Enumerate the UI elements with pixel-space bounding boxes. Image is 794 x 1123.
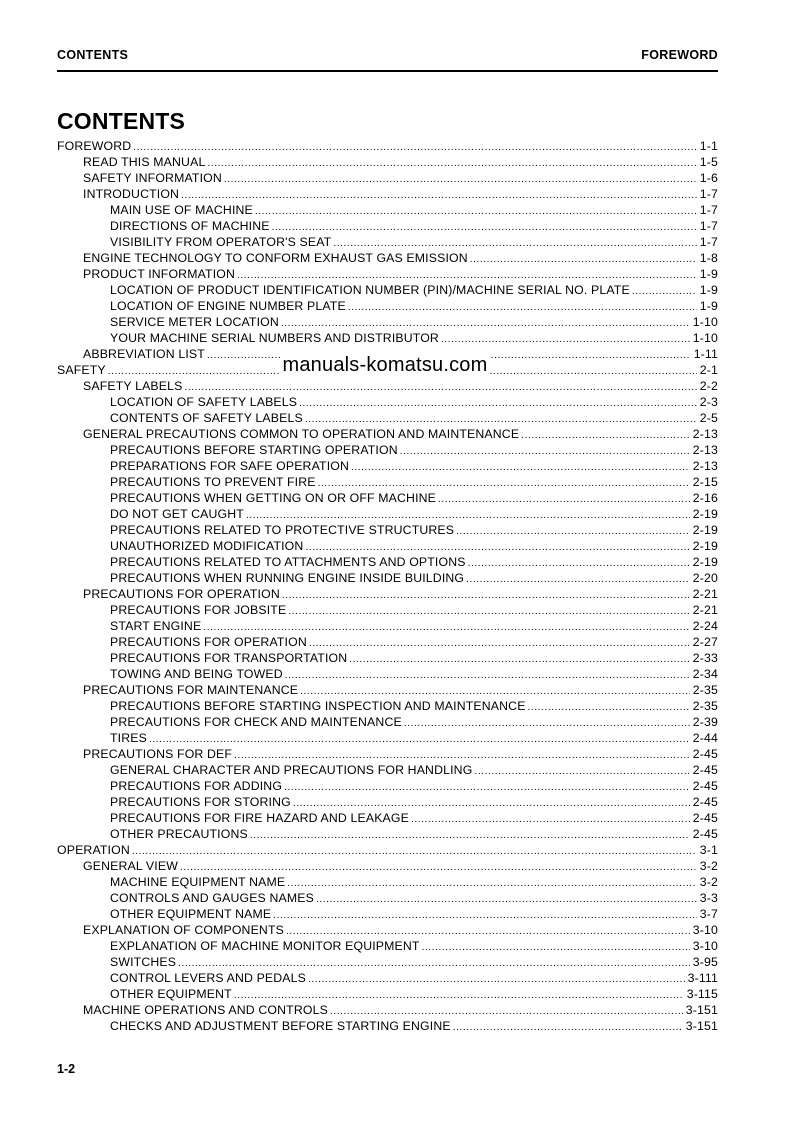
toc-entry-page: 1-10 bbox=[692, 331, 718, 345]
toc-entry[interactable] bbox=[57, 458, 718, 474]
dot-leader bbox=[309, 636, 690, 652]
dot-leader bbox=[351, 460, 690, 476]
toc-entry-title: PRECAUTIONS FOR JOBSITE bbox=[110, 603, 287, 617]
toc-entry-title: CHECKS AND ADJUSTMENT BEFORE STARTING ENGINE bbox=[110, 1019, 451, 1033]
toc-entry[interactable] bbox=[57, 986, 718, 1002]
toc-entry-page: 2-33 bbox=[692, 651, 718, 665]
toc-entry[interactable] bbox=[57, 346, 718, 362]
dot-leader bbox=[632, 284, 697, 300]
toc-entry[interactable] bbox=[57, 794, 718, 810]
toc-entry-title: TIRES bbox=[110, 731, 147, 745]
dot-leader bbox=[108, 364, 697, 380]
toc-entry-page: 2-24 bbox=[692, 619, 718, 633]
toc-entry-title: SAFETY INFORMATION bbox=[83, 171, 222, 185]
toc-entry[interactable] bbox=[57, 138, 718, 154]
toc-entry-title: PRECAUTIONS FOR ADDING bbox=[110, 779, 283, 793]
toc-entry[interactable] bbox=[57, 874, 718, 890]
toc-entry-page: 2-13 bbox=[692, 427, 718, 441]
toc-entry-title: PRECAUTIONS WHEN GETTING ON OR OFF MACHINE bbox=[110, 491, 437, 505]
dot-leader bbox=[224, 172, 697, 188]
toc-entry-title: OPERATION bbox=[57, 843, 130, 857]
toc-entry-title: PRECAUTIONS FOR TRANSPORTATION bbox=[110, 651, 348, 665]
toc-entry-title: PRECAUTIONS RELATED TO ATTACHMENTS AND OPTIONS bbox=[110, 555, 466, 569]
toc-entry[interactable] bbox=[57, 410, 718, 426]
toc-entry-title: LOCATION OF ENGINE NUMBER PLATE bbox=[110, 299, 346, 313]
toc-entry-title: PRECAUTIONS BEFORE STARTING OPERATION bbox=[110, 443, 398, 457]
dot-leader bbox=[441, 332, 690, 348]
toc-entry-title: PRECAUTIONS FOR DEF bbox=[83, 747, 233, 761]
toc-entry-page: 2-1 bbox=[699, 363, 718, 377]
toc-entry[interactable] bbox=[57, 1002, 718, 1018]
header-section-title: CONTENTS bbox=[57, 48, 129, 62]
toc-entry-page: 2-45 bbox=[692, 795, 718, 809]
toc-entry-title: GENERAL CHARACTER AND PRECAUTIONS FOR HANDLING bbox=[110, 763, 473, 777]
toc-entry-title: TOWING AND BEING TOWED bbox=[110, 667, 283, 681]
toc-entry-title: PRODUCT INFORMATION bbox=[83, 267, 236, 281]
dot-leader bbox=[422, 940, 690, 956]
toc-entry[interactable] bbox=[57, 602, 718, 618]
dot-leader bbox=[468, 556, 690, 572]
toc-entry-title: LOCATION OF PRODUCT IDENTIFICATION NUMBER (PIN)/MACHINE SERIAL NO. PLATE bbox=[110, 283, 630, 297]
dot-leader bbox=[316, 892, 697, 908]
toc-entry-page: 2-13 bbox=[692, 443, 718, 457]
toc-entry-page: 3-2 bbox=[699, 859, 718, 873]
dot-leader bbox=[207, 156, 696, 172]
toc-entry[interactable] bbox=[57, 810, 718, 826]
toc-entry[interactable] bbox=[57, 922, 718, 938]
toc-entry-page: 2-15 bbox=[692, 475, 718, 489]
toc-entry-page: 1-10 bbox=[692, 315, 718, 329]
dot-leader bbox=[282, 588, 690, 604]
toc-entry-title: GENERAL PRECAUTIONS COMMON TO OPERATION AND MAINTENANCE bbox=[83, 427, 520, 441]
toc-entry-page: 2-3 bbox=[699, 395, 718, 409]
toc-entry-page: 2-5 bbox=[699, 411, 718, 425]
toc-entry-page: 2-34 bbox=[692, 667, 718, 681]
toc-entry-page: 2-44 bbox=[692, 731, 718, 745]
toc-entry[interactable] bbox=[57, 714, 718, 730]
toc-entry[interactable] bbox=[57, 778, 718, 794]
toc-entry-title: MACHINE EQUIPMENT NAME bbox=[110, 875, 286, 889]
dot-leader bbox=[133, 140, 696, 156]
toc-entry-page: 2-45 bbox=[692, 763, 718, 777]
toc-entry[interactable] bbox=[57, 474, 718, 490]
header-chapter-title: FOREWORD bbox=[641, 48, 718, 62]
toc-entry-page: 3-151 bbox=[685, 1019, 718, 1033]
toc-entry-title: CONTROL LEVERS AND PEDALS bbox=[110, 971, 307, 985]
toc-entry-page: 1-7 bbox=[699, 203, 718, 217]
toc-entry-title: SERVICE METER LOCATION bbox=[110, 315, 279, 329]
toc-entry-title: MAIN USE OF MACHINE bbox=[110, 203, 253, 217]
toc-entry[interactable] bbox=[57, 538, 718, 554]
toc-entry[interactable] bbox=[57, 618, 718, 634]
toc-entry[interactable] bbox=[57, 426, 718, 442]
toc-entry-title: PRECAUTIONS FOR OPERATION bbox=[110, 635, 307, 649]
toc-entry-title: INTRODUCTION bbox=[83, 187, 180, 201]
toc-entry-page: 1-1 bbox=[699, 139, 718, 153]
toc-entry[interactable] bbox=[57, 442, 718, 458]
dot-leader bbox=[411, 812, 690, 828]
toc-entry[interactable] bbox=[57, 698, 718, 714]
toc-entry[interactable] bbox=[57, 298, 718, 314]
dot-leader bbox=[272, 220, 697, 236]
dot-leader bbox=[349, 652, 690, 668]
toc-entry-title: LOCATION OF SAFETY LABELS bbox=[110, 395, 298, 409]
toc-entry-page: 2-21 bbox=[692, 587, 718, 601]
toc-entry-page: 2-45 bbox=[692, 827, 718, 841]
toc-entry-page: 2-19 bbox=[692, 523, 718, 537]
toc-entry-page: 3-3 bbox=[699, 891, 718, 905]
dot-leader bbox=[308, 972, 685, 988]
toc-entry-title: PRECAUTIONS TO PREVENT FIRE bbox=[110, 475, 316, 489]
page-header bbox=[57, 48, 718, 72]
toc-entry-page: 3-111 bbox=[687, 971, 718, 985]
dot-leader bbox=[299, 396, 697, 412]
toc-entry-title: PRECAUTIONS FOR OPERATION bbox=[83, 587, 280, 601]
dot-leader bbox=[438, 492, 690, 508]
toc-entry[interactable] bbox=[57, 682, 718, 698]
dot-leader bbox=[288, 604, 689, 620]
toc-entry-title: PRECAUTIONS RELATED TO PROTECTIVE STRUCTURES bbox=[110, 523, 455, 537]
toc-entry[interactable] bbox=[57, 842, 718, 858]
toc-entry-title: SAFETY LABELS bbox=[83, 379, 183, 393]
toc-entry[interactable] bbox=[57, 858, 718, 874]
toc-entry-title: OTHER EQUIPMENT NAME bbox=[110, 907, 272, 921]
watermark-text: manuals-komatsu.com bbox=[282, 354, 488, 376]
toc-entry-page: 3-115 bbox=[686, 987, 718, 1001]
toc-entry-page: 1-6 bbox=[699, 171, 718, 185]
toc-entry[interactable] bbox=[57, 490, 718, 506]
toc-entry-title: START ENGINE bbox=[110, 619, 202, 633]
toc-entry-page: 1-7 bbox=[699, 235, 718, 249]
toc-entry[interactable] bbox=[57, 186, 718, 202]
toc-entry-title: GENERAL VIEW bbox=[83, 859, 178, 873]
toc-entry[interactable] bbox=[57, 730, 718, 746]
toc-entry-title: OTHER PRECAUTIONS bbox=[110, 827, 248, 841]
toc-entry-title: UNAUTHORIZED MODIFICATION bbox=[110, 539, 304, 553]
toc-entry-page: 2-45 bbox=[692, 747, 718, 761]
toc-entry-title: EXPLANATION OF MACHINE MONITOR EQUIPMENT bbox=[110, 939, 420, 953]
dot-leader bbox=[285, 668, 690, 684]
toc-entry[interactable] bbox=[57, 170, 718, 186]
toc-entry-title: PRECAUTIONS FOR FIRE HAZARD AND LEAKAGE bbox=[110, 811, 409, 825]
toc-entry[interactable] bbox=[57, 282, 718, 298]
dot-leader bbox=[255, 204, 697, 220]
toc-entry-page: 3-95 bbox=[692, 955, 718, 969]
toc-entry-page: 3-10 bbox=[692, 923, 718, 937]
toc-entry-page: 2-2 bbox=[699, 379, 718, 393]
toc-entry-title: PRECAUTIONS FOR STORING bbox=[110, 795, 291, 809]
dot-leader bbox=[400, 444, 690, 460]
toc-entry-title: MACHINE OPERATIONS AND CONTROLS bbox=[83, 1003, 328, 1017]
page-number: 1-2 bbox=[57, 1062, 76, 1076]
toc-entry-page: 1-5 bbox=[699, 155, 718, 169]
toc-entry[interactable] bbox=[57, 954, 718, 970]
toc-entry-page: 1-9 bbox=[699, 283, 718, 297]
toc-entry-title: SWITCHES bbox=[110, 955, 177, 969]
toc-entry[interactable] bbox=[57, 266, 718, 282]
toc-entry-title: CONTENTS OF SAFETY LABELS bbox=[110, 411, 303, 425]
dot-leader bbox=[404, 716, 690, 732]
toc-entry-page: 2-13 bbox=[692, 459, 718, 473]
toc-entry-page: 3-2 bbox=[699, 875, 718, 889]
toc-entry[interactable] bbox=[57, 890, 718, 906]
toc-entry[interactable] bbox=[57, 314, 718, 330]
page-title: CONTENTS bbox=[57, 108, 186, 134]
toc-entry[interactable] bbox=[57, 362, 718, 378]
toc-entry[interactable] bbox=[57, 154, 718, 170]
toc-entry-page: 2-27 bbox=[692, 635, 718, 649]
toc-entry-page: 2-19 bbox=[692, 507, 718, 521]
toc-entry-page: 2-39 bbox=[692, 715, 718, 729]
toc-entry-page: 3-1 bbox=[699, 843, 718, 857]
toc-entry[interactable] bbox=[57, 250, 718, 266]
dot-leader bbox=[273, 908, 696, 924]
toc-entry[interactable] bbox=[57, 938, 718, 954]
toc-entry-page: 3-10 bbox=[692, 939, 718, 953]
dot-leader bbox=[466, 572, 690, 588]
toc-entry-page: 2-35 bbox=[692, 699, 718, 713]
toc-entry-title: PRECAUTIONS WHEN RUNNING ENGINE INSIDE BUILDING bbox=[110, 571, 465, 585]
toc-entry-page: 2-19 bbox=[692, 555, 718, 569]
toc-entry[interactable] bbox=[57, 970, 718, 986]
dot-leader bbox=[287, 876, 697, 892]
toc-entry[interactable] bbox=[57, 586, 718, 602]
toc-entry[interactable] bbox=[57, 378, 718, 394]
toc-entry-title: PRECAUTIONS FOR CHECK AND MAINTENANCE bbox=[110, 715, 402, 729]
dot-leader bbox=[348, 300, 697, 316]
toc-entry[interactable] bbox=[57, 1018, 718, 1034]
toc-entry-title: PRECAUTIONS BEFORE STARTING INSPECTION AND MAINTENANCE bbox=[110, 699, 526, 713]
dot-leader bbox=[250, 828, 690, 844]
toc-entry[interactable] bbox=[57, 634, 718, 650]
toc-entry-page: 2-19 bbox=[692, 539, 718, 553]
toc-entry[interactable] bbox=[57, 906, 718, 922]
toc-entry-title: PRECAUTIONS FOR MAINTENANCE bbox=[83, 683, 299, 697]
toc-entry[interactable] bbox=[57, 570, 718, 586]
toc-entry-title: READ THIS MANUAL bbox=[83, 155, 206, 169]
toc-entry-page: 2-45 bbox=[692, 811, 718, 825]
toc-entry[interactable] bbox=[57, 506, 718, 522]
toc-entry-title: PREPARATIONS FOR SAFE OPERATION bbox=[110, 459, 350, 473]
toc-entry-page: 1-9 bbox=[699, 299, 718, 313]
toc-entry-page: 1-7 bbox=[699, 187, 718, 201]
toc-entry-page: 1-7 bbox=[699, 219, 718, 233]
toc-entry[interactable] bbox=[57, 666, 718, 682]
dot-leader bbox=[528, 700, 690, 716]
dot-leader bbox=[521, 428, 690, 444]
toc-entry-title: ENGINE TECHNOLOGY TO CONFORM EXHAUST GAS EMISSION bbox=[83, 251, 468, 265]
dot-leader bbox=[456, 524, 690, 540]
table-of-contents bbox=[57, 138, 718, 1034]
toc-entry-title: YOUR MACHINE SERIAL NUMBERS AND DISTRIBUTOR bbox=[110, 331, 439, 345]
toc-entry[interactable] bbox=[57, 746, 718, 762]
toc-entry-page: 3-7 bbox=[699, 907, 718, 921]
toc-entry[interactable] bbox=[57, 218, 718, 234]
toc-entry-title: DO NOT GET CAUGHT bbox=[110, 507, 244, 521]
toc-entry-page: 1-11 bbox=[693, 347, 718, 361]
toc-entry[interactable] bbox=[57, 650, 718, 666]
toc-entry-title: DIRECTIONS OF MACHINE bbox=[110, 219, 270, 233]
toc-entry-title: FOREWORD bbox=[57, 139, 132, 153]
toc-entry[interactable] bbox=[57, 762, 718, 778]
toc-entry-page: 2-16 bbox=[692, 491, 718, 505]
dot-leader bbox=[132, 844, 697, 860]
toc-entry[interactable] bbox=[57, 826, 718, 842]
dot-leader bbox=[474, 764, 689, 780]
dot-leader bbox=[470, 252, 697, 268]
toc-entry[interactable] bbox=[57, 202, 718, 218]
toc-entry-title: VISIBILITY FROM OPERATOR'S SEAT bbox=[110, 235, 332, 249]
toc-entry[interactable] bbox=[57, 554, 718, 570]
toc-entry[interactable] bbox=[57, 394, 718, 410]
toc-entry[interactable] bbox=[57, 234, 718, 250]
dot-leader bbox=[181, 188, 697, 204]
toc-entry-title: OTHER EQUIPMENT bbox=[110, 987, 232, 1001]
toc-entry-title: EXPLANATION OF COMPONENTS bbox=[83, 923, 284, 937]
dot-leader bbox=[453, 1020, 683, 1036]
toc-entry-page: 2-45 bbox=[692, 779, 718, 793]
toc-entry[interactable] bbox=[57, 330, 718, 346]
toc-entry-page: 1-9 bbox=[699, 267, 718, 281]
toc-entry-page: 1-8 bbox=[699, 251, 718, 265]
toc-entry-title: ABBREVIATION LIST bbox=[83, 347, 205, 361]
toc-entry[interactable] bbox=[57, 522, 718, 538]
dot-leader bbox=[207, 348, 691, 364]
toc-entry-title: SAFETY bbox=[57, 363, 106, 377]
toc-entry-title: CONTROLS AND GAUGES NAMES bbox=[110, 891, 314, 905]
toc-entry-page: 2-20 bbox=[692, 571, 718, 585]
toc-entry-page: 3-151 bbox=[685, 1003, 718, 1017]
toc-entry-page: 2-35 bbox=[692, 683, 718, 697]
toc-entry-page: 2-21 bbox=[692, 603, 718, 617]
dot-leader bbox=[284, 780, 690, 796]
